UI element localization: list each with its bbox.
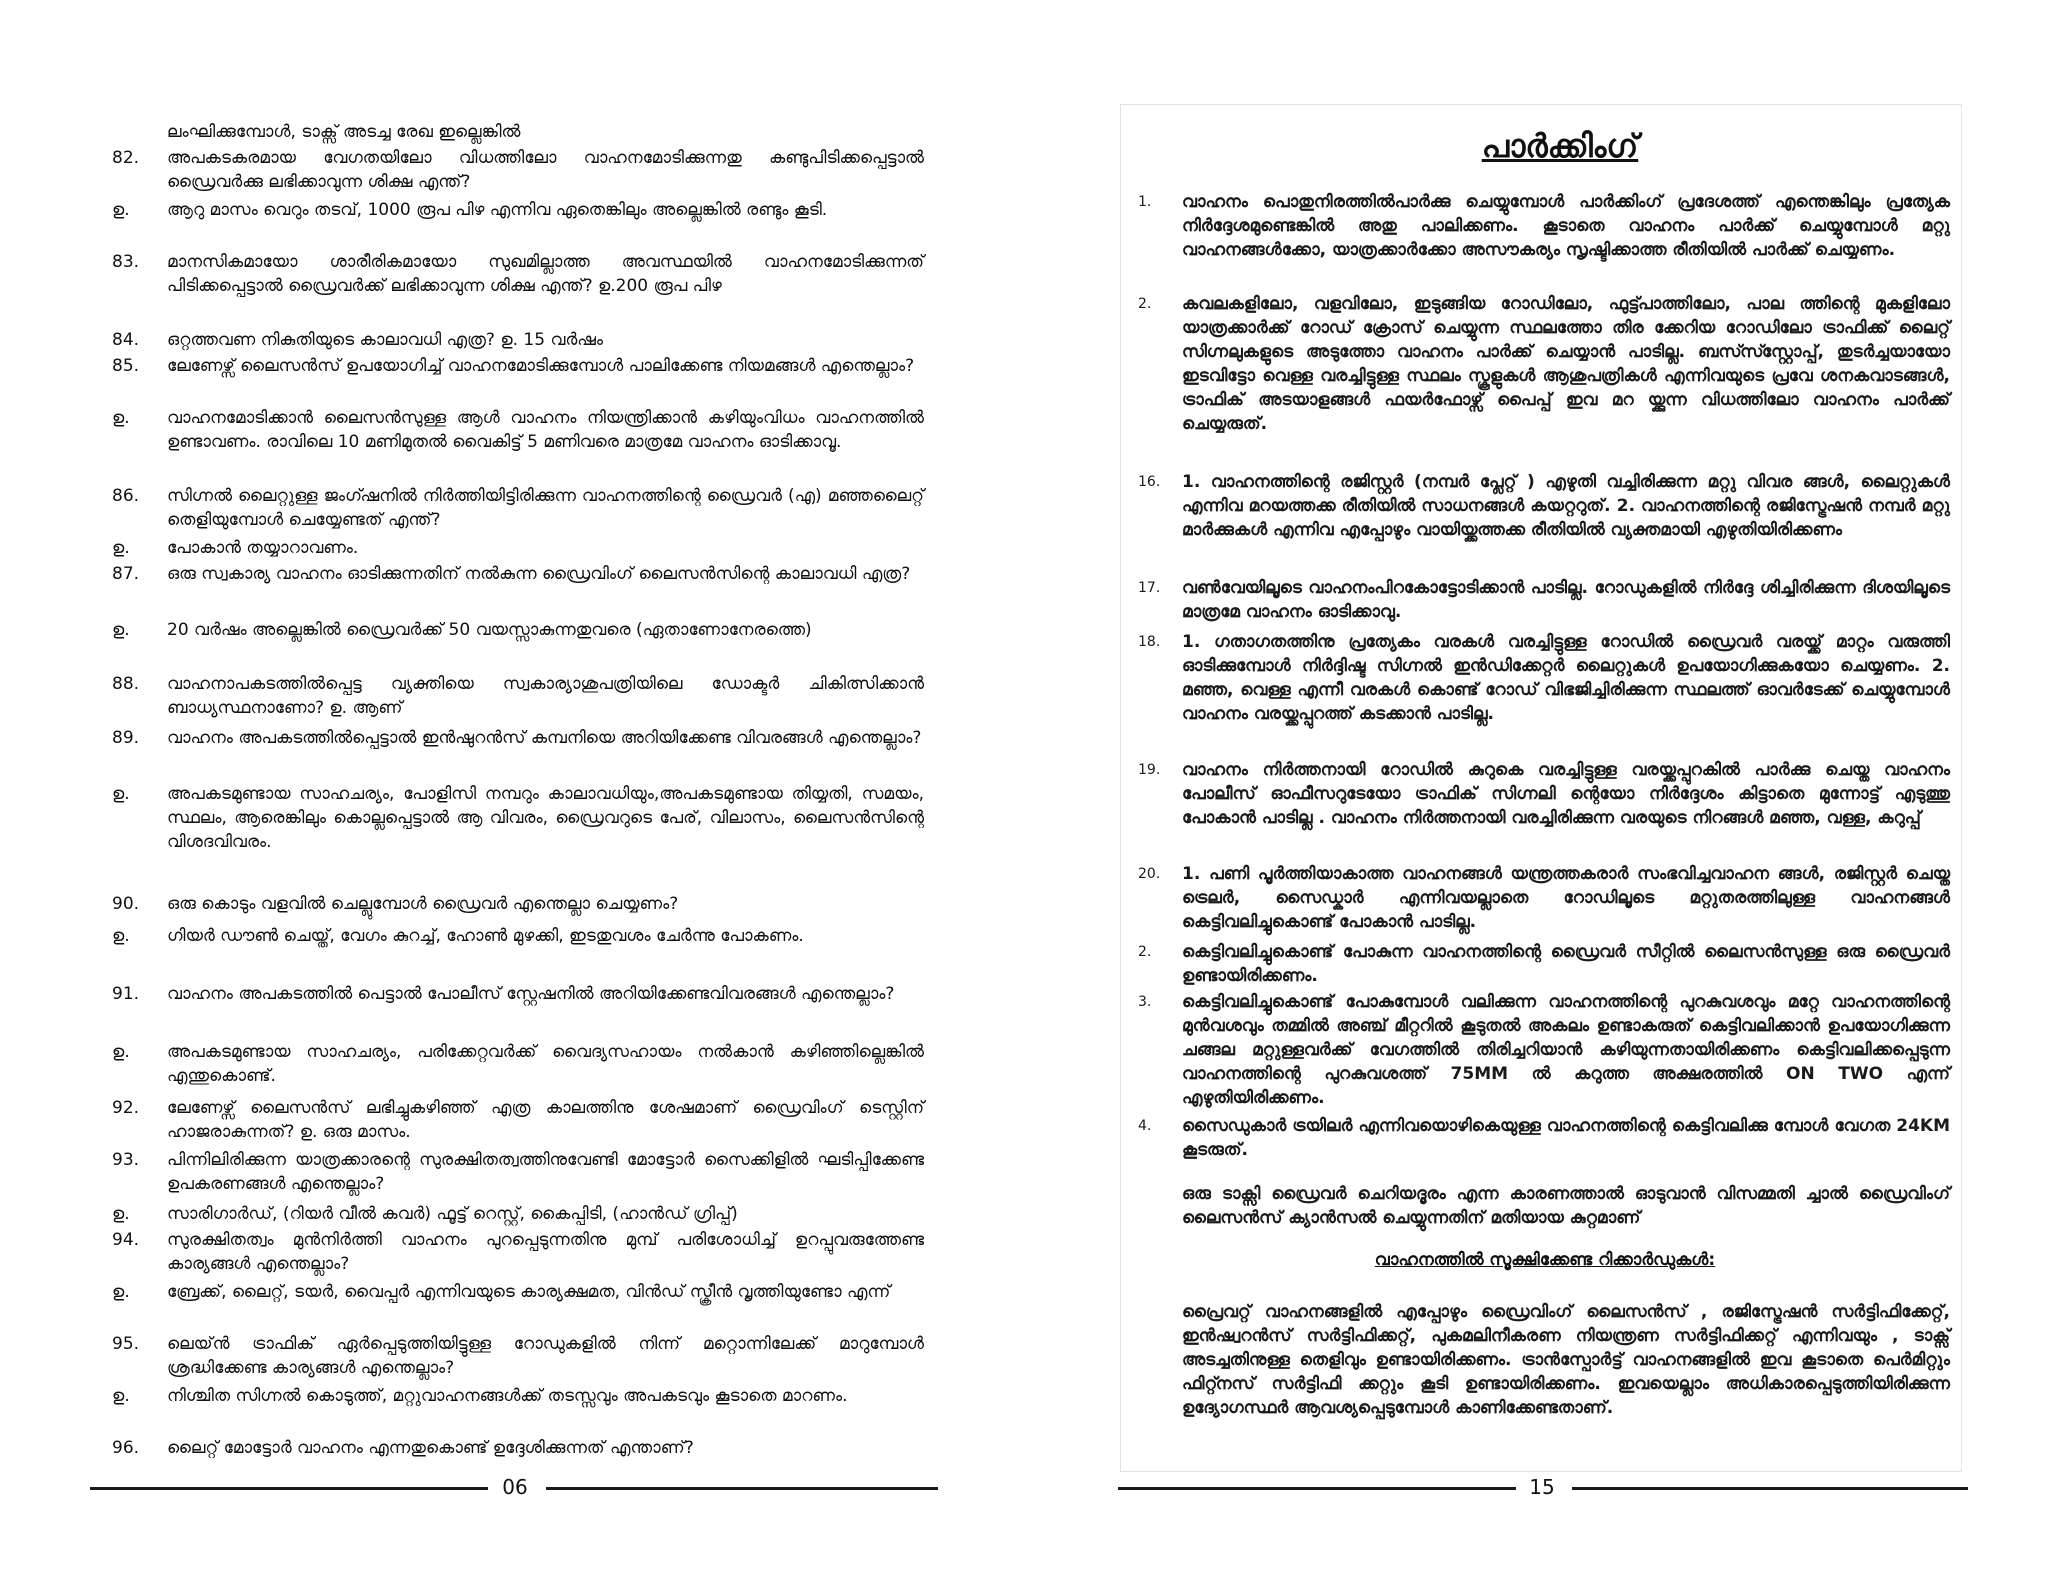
item-text: വാഹനമോടിക്കാൻ ലൈസൻസുള്ള ആൾ വാഹനം നിയന്ത്രിക്കാൻ കഴിയുംവിധം വാഹനത്തിൽ ഉണ്ടാവണം. രാവിലെ 10 മണിമുതൽ വൈകിട്ട് 5 മണിവരെ മാത്രമേ വാഹനം ഓടിക്കാവൂ. (167, 408, 924, 452)
answer-row (112, 1384, 924, 1434)
item-text: നിശ്ചിത സിഗ്നൽ കൊടുത്ത്, മറ്റുവാഹനങ്ങൾക്ക് തടസ്സവും അപകടവും കൂടാതെ മാറണം. (167, 1386, 848, 1406)
item-text: ലൈറ്റ് മോട്ടോർ വാഹനം എന്നതുകൊണ്ട് ഉദ്ദേശിക്കുന്നത് എന്താണ്? (167, 1438, 694, 1458)
item-number: ഉ. (112, 926, 130, 946)
question-row (112, 328, 924, 352)
footer-rule-left (90, 1487, 488, 1490)
item-number: 16. (1138, 474, 1161, 490)
item-number: 84. (112, 330, 140, 350)
item-number: 1. (1138, 194, 1152, 210)
answer-row (112, 924, 924, 974)
item-text: ലേണേഴ്സ് ലൈസൻസ് ലഭിച്ചുകഴിഞ്ഞ് എത്ര കാലത്തിനു ശേഷമാണ് ഡ്രൈവിംഗ് ടെസ്റ്റിന് ഹാജരാകുന്നത്? ഉ. ഒരു മാസം. (167, 1098, 924, 1142)
item-text: ലെയ്ൻ ട്രാഫിക് ഏർപ്പെടുത്തിയിട്ടുള്ള റോഡുകളിൽ നിന്ന് മറ്റൊന്നിലേക്ക് മാറുമ്പോൾ ശ്രദ്ധിക്കേണ്ട കാര്യങ്ങൾ എന്തെല്ലാം? (167, 1334, 924, 1378)
answer-row (112, 1202, 924, 1226)
question-row (112, 1436, 924, 1460)
rule-row (1138, 292, 1950, 460)
item-text: പോകാൻ തയ്യാറാവണം. (167, 538, 359, 558)
item-number: 92. (112, 1098, 140, 1118)
item-number: ഉ. (112, 538, 130, 558)
page-title: പാർക്കിംഗ് (1481, 127, 1639, 165)
item-text: ലംഘിക്കുമ്പോൾ, ടാക്സ് അടച്ച രേഖ ഇല്ലെങ്കിൽ (167, 122, 521, 142)
footer-rule-left (1118, 1487, 1516, 1490)
rule-row (1138, 940, 1950, 988)
item-text: കെട്ടിവലിച്ചുകൊണ്ട് പോകുന്ന വാഹനത്തിന്റെ ഡ്രൈവർ സീറ്റിൽ ലൈസൻസുള്ള ഒരു ഡ്രൈവർ ഉണ്ടായിരിക്കണം. (1182, 942, 1950, 986)
item-number: 17. (1138, 580, 1161, 596)
item-number: 18. (1138, 634, 1161, 650)
question-row (112, 146, 924, 196)
item-text: 20 വർഷം അല്ലെങ്കിൽ ഡ്രൈവർക്ക് 50 വയസ്സാകുന്നതുവരെ (ഏതാണോനേരത്തെ) (167, 620, 812, 640)
question-row (112, 484, 924, 534)
item-number: 89. (112, 728, 140, 748)
item-number: 88. (112, 674, 140, 694)
question-row (112, 892, 924, 916)
item-number: 83. (112, 252, 140, 272)
item-number: ഉ. (112, 200, 130, 220)
question-row (112, 672, 924, 722)
item-number: ഉ. (112, 1386, 130, 1406)
answer-row (112, 198, 924, 248)
item-text: ബ്രേക്ക്, ലൈറ്റ്, ടയർ, വൈപ്പർ എന്നിവയുടെ കാര്യക്ഷമത, വിൻഡ് സ്ക്രീൻ വൃത്തിയുണ്ടോ എന്ന് (167, 1282, 891, 1302)
footer-rule-right (1572, 1487, 1968, 1490)
item-text: വാഹനം അപകടത്തിൽപ്പെട്ടാൽ ഇൻഷുറൻസ് കമ്പനിയെ അറിയിക്കേണ്ട വിവരങ്ങൾ എന്തെല്ലാം? (167, 728, 922, 748)
item-text: വൺവേയിലൂടെ വാഹനംപിറകോട്ടോടിക്കാൻ പാടില്ല. റോഡുകളിൽ നിർദ്ദേ ശിച്ചിരിക്കുന്ന ദിശയിലൂടെ മാത്രമേ വാഹനം ഓടിക്കാവു. (1182, 578, 1950, 622)
item-text: ലേണേഴ്സ് ലൈസൻസ് ഉപയോഗിച്ച് വാഹനമോടിക്കുമ്പോൾ പാലിക്കേണ്ട നിയമങ്ങൾ എന്തെല്ലാം? (167, 356, 915, 376)
item-number: 94. (112, 1230, 140, 1250)
item-text: വാഹനം പൊതുനിരത്തിൽപാർക്കു ചെയ്യുമ്പോൾ പാർക്കിംഗ് പ്രദേശത്ത് എന്തെങ്കിലും പ്രത്യേക നിർദ്ദേശമുണ്ടെങ്കിൽ അതു പാലിക്കണം. കൂടാതെ വാഹനം പാർക്ക് ചെയ്യുമ്പോൾ മറ്റു വാഹനങ്ങൾക്കോ, യാത്രക്കാർക്കോ അസൗകര്യം സൃഷ്ടിക്കാത്ത രീതിയിൽ പാർക്ക് ചെയ്യണം. (1182, 192, 1950, 260)
question-row (112, 120, 924, 144)
item-number: ഉ. (112, 408, 130, 428)
item-number: 3. (1138, 994, 1152, 1010)
item-number: 93. (112, 1150, 140, 1170)
records-paragraph (1138, 1300, 1950, 1444)
question-row (112, 562, 924, 612)
question-row (112, 250, 924, 324)
item-number: 87. (112, 564, 140, 584)
footer-rule-right (546, 1487, 938, 1490)
question-row (112, 1228, 924, 1278)
item-number: ഉ. (112, 1282, 130, 1302)
rule-row (1138, 190, 1950, 286)
rule-row (1138, 758, 1950, 854)
question-row (112, 1332, 924, 1382)
rule-row (1138, 990, 1950, 1110)
item-text: ആറു മാസം വെറും തടവ്, 1000 രൂപ പിഴ എന്നിവ ഏതെങ്കിലും അല്ലെങ്കിൽ രണ്ടും കൂടി. (167, 200, 828, 220)
answer-row (112, 536, 924, 560)
item-number: 91. (112, 984, 140, 1004)
item-text: അപകടമുണ്ടായ സാഹചര്യം, പരിക്കേറ്റവർക്ക് വൈദ്യസഹായം നൽകാൻ കഴിഞ്ഞില്ലെങ്കിൽ എന്തുകൊണ്ട്. (167, 1042, 924, 1086)
item-text: 1. വാഹനത്തിന്റെ രജിസ്റ്റർ (നമ്പർ പ്ലേറ്റ് ) എഴുതി വച്ചിരിക്കുന്ന മറ്റു വിവര ങ്ങൾ, ലൈറ്റുകൾ എന്നിവ മറയത്തക്ക രീതിയിൽ സാധനങ്ങൾ കയറ്ററുത്. 2. വാഹനത്തിന്റെ രജിസ്ട്രേഷൻ നമ്പർ മറ്റു മാർക്കുകൾ എന്നിവ എപ്പോഴും വായിയ്ക്കത്തക്ക രീതിയിൽ വ്യക്തമായി എഴുതിയിരിക്കണം (1182, 472, 1950, 540)
question-row (112, 982, 924, 1032)
page-number: 06 (502, 1475, 528, 1499)
rule-row (1138, 576, 1950, 624)
rule-row (1138, 470, 1950, 566)
item-number: 4. (1138, 1118, 1152, 1134)
item-text: പിന്നിലിരിക്കുന്ന യാത്രക്കാരന്റെ സുരക്ഷിതത്വത്തിനുവേണ്ടി മോട്ടോർ സൈക്കിളിൽ ഘടിപ്പിക്കേണ്ട ഉപകരണങ്ങൾ എന്തെല്ലാം? (167, 1150, 924, 1194)
item-number: 90. (112, 894, 140, 914)
item-text: സാരിഗാർഡ്, (റിയർ വീൽ കവർ) ഫൂട്ട് റെസ്റ്റ്, കൈപ്പിടി, (ഹാൻഡ് ഗ്രിപ്പ്) (167, 1204, 738, 1224)
item-number: 96. (112, 1438, 140, 1458)
item-text: ഗിയർ ഡൗൺ ചെയ്ത്, വേഗം കുറച്ച്, ഹോൺ മുഴക്കി, ഇടതുവശം ചേർന്നു പോകണം. (167, 926, 804, 946)
question-row (112, 354, 924, 404)
item-text: ഒരു സ്വകാര്യ വാഹനം ഓടിക്കുന്നതിന് നൽകുന്ന ഡ്രൈവിംഗ് ലൈസൻസിന്റെ കാലാവധി എത്ര? (167, 564, 911, 584)
item-number: 2. (1138, 296, 1152, 312)
question-row (112, 1096, 924, 1146)
item-text: വാഹനാപകടത്തിൽപ്പെട്ട വ്യക്തിയെ സ്വകാര്യാശുപത്രിയിലെ ഡോക്ടർ ചികിത്സിക്കാൻ ബാധ്യസ്ഥനാണോ? ഉ. ആണ് (167, 674, 924, 718)
item-number: ഉ. (112, 1204, 130, 1224)
answer-row (112, 406, 924, 480)
item-text: അപകടമുണ്ടായ സാഹചര്യം, പോളിസി നമ്പറും കാലാവധിയും,അപകടമുണ്ടായ തിയ്യതി, സമയം, സ്ഥലം, ആരെങ്കിലും കൊല്ലപ്പെട്ടാൽ ആ വിവരം, ഡ്രൈവറുടെ പേര്, വിലാസം, ലൈസൻസിന്റെ വിശദവിവരം. (167, 784, 924, 852)
rule-row (1138, 1114, 1950, 1162)
item-number: 85. (112, 356, 140, 376)
rule-row (1138, 862, 1950, 934)
item-text: ഒരു ടാക്സി ഡ്രൈവർ ചെറിയദൂരം എന്ന കാരണത്താൽ ഓടുവാൻ വിസമ്മതി ച്ചാൽ ഡ്രൈവിംഗ് ലൈസൻസ് ക്യാൻസൽ ചെയ്യുന്നതിന് മതിയായ കുറ്റമാണ് (1182, 1184, 1950, 1228)
item-number: ഉ. (112, 1042, 130, 1062)
left-page (0, 0, 1000, 1582)
item-text: കവലകളിലോ, വളവിലോ, ഇടുങ്ങിയ റോഡിലോ, ഫുട്ട്പാത്തിലോ, പാല ത്തിന്റെ മുകളിലോ യാത്രക്കാർക്ക് റോഡ് ക്രോസ് ചെയ്യുന്ന സ്ഥലത്തോ തിര ക്കേറിയ റോഡിലോ ട്രാഫിക്ക് ലൈറ്റ് സിഗ്നലുകളുടെ അടുത്തോ വാഹനം പാർക്ക് ചെയ്യാൻ പാടില്ല. ബസ്സ്സ്റ്റോപ്പ്, തുടർച്ചയായോ ഇടവിട്ടോ വെള്ള വരച്ചിട്ടുള്ള സ്ഥലം സ്കൂളുകൾ ആശുപത്രികൾ എന്നിവയുടെ പ്രവേ ശനകവാടങ്ങൾ, ട്രാഫിക് അടയാളങ്ങൾ ഫയർഫോഴ്സ് പൈപ്പ് ഇവ മറ യ്ക്കുന്ന വിധത്തിലോ വാഹനം പാർക്ക് ചെയ്യരുത്. (1182, 294, 1950, 434)
item-text: ഒറ്റത്തവണ നികുതിയുടെ കാലാവധി എത്ര? ഉ. 15 വർഷം (167, 330, 604, 350)
item-number: ഉ. (112, 784, 130, 804)
section-heading: വാഹനത്തിൽ സൂക്ഷിക്കേണ്ട റിക്കാർഡുകൾ: (1374, 1250, 1716, 1270)
rule-row (1138, 630, 1950, 750)
item-text: സുരക്ഷിതത്വം മുൻനിർത്തി വാഹനം പുറപ്പെടുന്നതിനു മുമ്പ് പരിശോധിച്ച് ഉറപ്പുവരുത്തേണ്ട കാര്യങ്ങൾ എന്തെല്ലാം? (167, 1230, 924, 1274)
item-text: 1. പണി പൂർത്തിയാകാത്ത വാഹനങ്ങൾ യന്ത്രത്തകരാർ സംഭവിച്ചവാഹന ങ്ങൾ, രജിസ്റ്റർ ചെയ്ത ട്രെലർ, സൈഡ്കാർ എന്നിവയല്ലാതെ റോഡിലൂടെ മറ്റുതരത്തിലുള്ള വാഹനങ്ങൾ കെട്ടിവലിച്ചുകൊണ്ട് പോകാൻ പാടില്ല. (1182, 864, 1950, 932)
item-number: 2. (1138, 944, 1152, 960)
item-number: 20. (1138, 866, 1161, 882)
item-text: സൈഡുകാർ ട്രയിലർ എന്നിവയൊഴികെയുള്ള വാഹനത്തിന്റെ കെട്ടിവലിക്കു മ്പോൾ വേഗത 24KM കൂടരുത്. (1182, 1116, 1950, 1160)
item-number: 82. (112, 148, 140, 168)
item-number: 19. (1138, 762, 1161, 778)
answer-row (112, 618, 924, 668)
item-text: വാഹനം നിർത്തനായി റോഡിൽ കുറുകെ വരച്ചിട്ടുള്ള വരയ്ക്കപ്പുറകിൽ പാർക്കു ചെയ്ത വാഹനം പോലീസ് ഓഫീസറുടേയോ ട്രാഫിക് സിഗ്നലി ന്റെയോ നിർദ്ദേശം കിട്ടാതെ മുന്നോട്ട് എടുത്തു പോകാൻ പാടില്ല . വാഹനം നിർത്തനായി വരച്ചിരിക്കുന്ന വരയുടെ നിറങ്ങൾ മഞ്ഞ, വള്ള, കറുപ്പ് (1182, 760, 1950, 828)
item-text: അപകടകരമായ വേഗതയിലോ വിധത്തിലോ വാഹനമോടിക്കുന്നതു കണ്ടുപിടിക്കപ്പെട്ടാൽ ഡ്രൈവർക്കു ലഭിക്കാവുന്ന ശിക്ഷ എന്ത്? (167, 148, 924, 192)
item-number: 95. (112, 1334, 140, 1354)
page-number: 15 (1529, 1475, 1555, 1499)
item-text: വാഹനം അപകടത്തിൽ പെട്ടാൽ പോലീസ് സ്റ്റേഷനിൽ അറിയിക്കേണ്ടവിവരങ്ങൾ എന്തെല്ലാം? (167, 984, 895, 1004)
answer-row (112, 1280, 924, 1330)
taxi-note (1138, 1182, 1950, 1230)
item-text: സിഗ്നൽ ലൈറ്റുള്ള ജംഗ്ഷനിൽ നിർത്തിയിട്ടിരിക്കുന്ന വാഹനത്തിന്റെ ഡ്രൈവർ (എ) മഞ്ഞലൈറ്റ് തെളിയുമ്പോൾ ചെയ്യേണ്ടത് എന്ത്? (167, 486, 924, 530)
answer-row (112, 1040, 924, 1090)
item-text: കെട്ടിവലിച്ചുകൊണ്ട് പോകുമ്പോൾ വലിക്കുന്ന വാഹനത്തിന്റെ പുറകുവശവും മറ്റേ വാഹനത്തിന്റെ മുൻവശവും തമ്മിൽ അഞ്ച് മീറ്ററിൽ കൂടുതൽ അകലം ഉണ്ടാകരുത് കെട്ടിവലിക്കാൻ ഉപയോഗിക്കുന്ന ചങ്ങല മറ്റുള്ളവർക്ക് വേഗത്തിൽ തിരിച്ചറിയാൻ കഴിയുന്നതായിരിക്കണം കെട്ടിവലിക്കപ്പെടുന്ന വാഹനത്തിന്റെ പുറകുവശത്ത് 75MM ൽ കറുത്ത അക്ഷരത്തിൽ ON TWO എന്ന് എഴുതിയിരിക്കണം. (1182, 992, 1950, 1108)
answer-row (112, 782, 924, 882)
item-text: പ്രൈവറ്റ് വാഹനങ്ങളിൽ എപ്പോഴും ഡ്രൈവിംഗ് ലൈസൻസ് , രജിസ്ട്രേഷൻ സർട്ടിഫിക്കേറ്റ്, ഇൻഷ്വറൻസ് സർട്ടിഫിക്കറ്റ്, പുകമലിനീകരണ നിയന്ത്രണ സർട്ടിഫിക്കറ്റ് എന്നിവയും , ടാക്സ് അടച്ചതിനുള്ള തെളിവും ഉണ്ടായിരിക്കണം. ട്രാൻസ്പോർട്ട് വാഹനങ്ങളിൽ ഇവ കൂടാതെ പെർമിറ്റും ഫിറ്റ്നസ് സർട്ടിഫി ക്കറ്റും കൂടി ഉണ്ടായിരിക്കണം. ഇവയെല്ലാം അധികാരപ്പെടുത്തിയിരിക്കുന്ന ഉദ്യോഗസ്ഥർ ആവശ്യപ്പെടുമ്പോൾ കാണിക്കേണ്ടതാണ്. (1182, 1302, 1950, 1418)
question-row (112, 726, 924, 776)
item-number: ഉ. (112, 620, 130, 640)
item-text: മാനസികമായോ ശാരീരികമായോ സുഖമില്ലാത്ത അവസ്ഥയിൽ വാഹനമോടിക്കുന്നത് പിടിക്കപ്പെട്ടാൽ ഡ്രൈവർക്ക് ലഭിക്കാവുന്ന ശിക്ഷ എന്ത്? ഉ.200 രൂപ പിഴ (167, 252, 924, 296)
question-row (112, 1148, 924, 1198)
item-text: ഒരു കൊടും വളവിൽ ചെല്ലുമ്പോൾ ഡ്രൈവർ എന്തെല്ലാ ചെയ്യണം? (167, 894, 679, 914)
item-text: 1. ഗതാഗതത്തിനു പ്രത്യേകം വരകൾ വരച്ചിട്ടുള്ള റോഡിൽ ഡ്രൈവർ വരയ്ക്ക് മാറ്റം വരുത്തി ഓടിക്കുമ്പോൾ നിർദ്ദിഷ്ട സിഗ്നൽ ഇൻഡിക്കേറ്റർ ലൈറ്റുകൾ ഉപയോഗിക്കുകയോ ചെയ്യണം. 2. മഞ്ഞ, വെള്ള എന്നീ വരകൾ കൊണ്ട് റോഡ് വിഭജിച്ചിരിക്കുന്ന സ്ഥലത്ത് ഓവർടേക്ക് ചെയ്യുമ്പോൾ വാഹനം വരയ്ക്കപ്പുറത്ത് കടക്കാൻ പാടില്ല. (1182, 632, 1950, 724)
item-number: 86. (112, 486, 140, 506)
